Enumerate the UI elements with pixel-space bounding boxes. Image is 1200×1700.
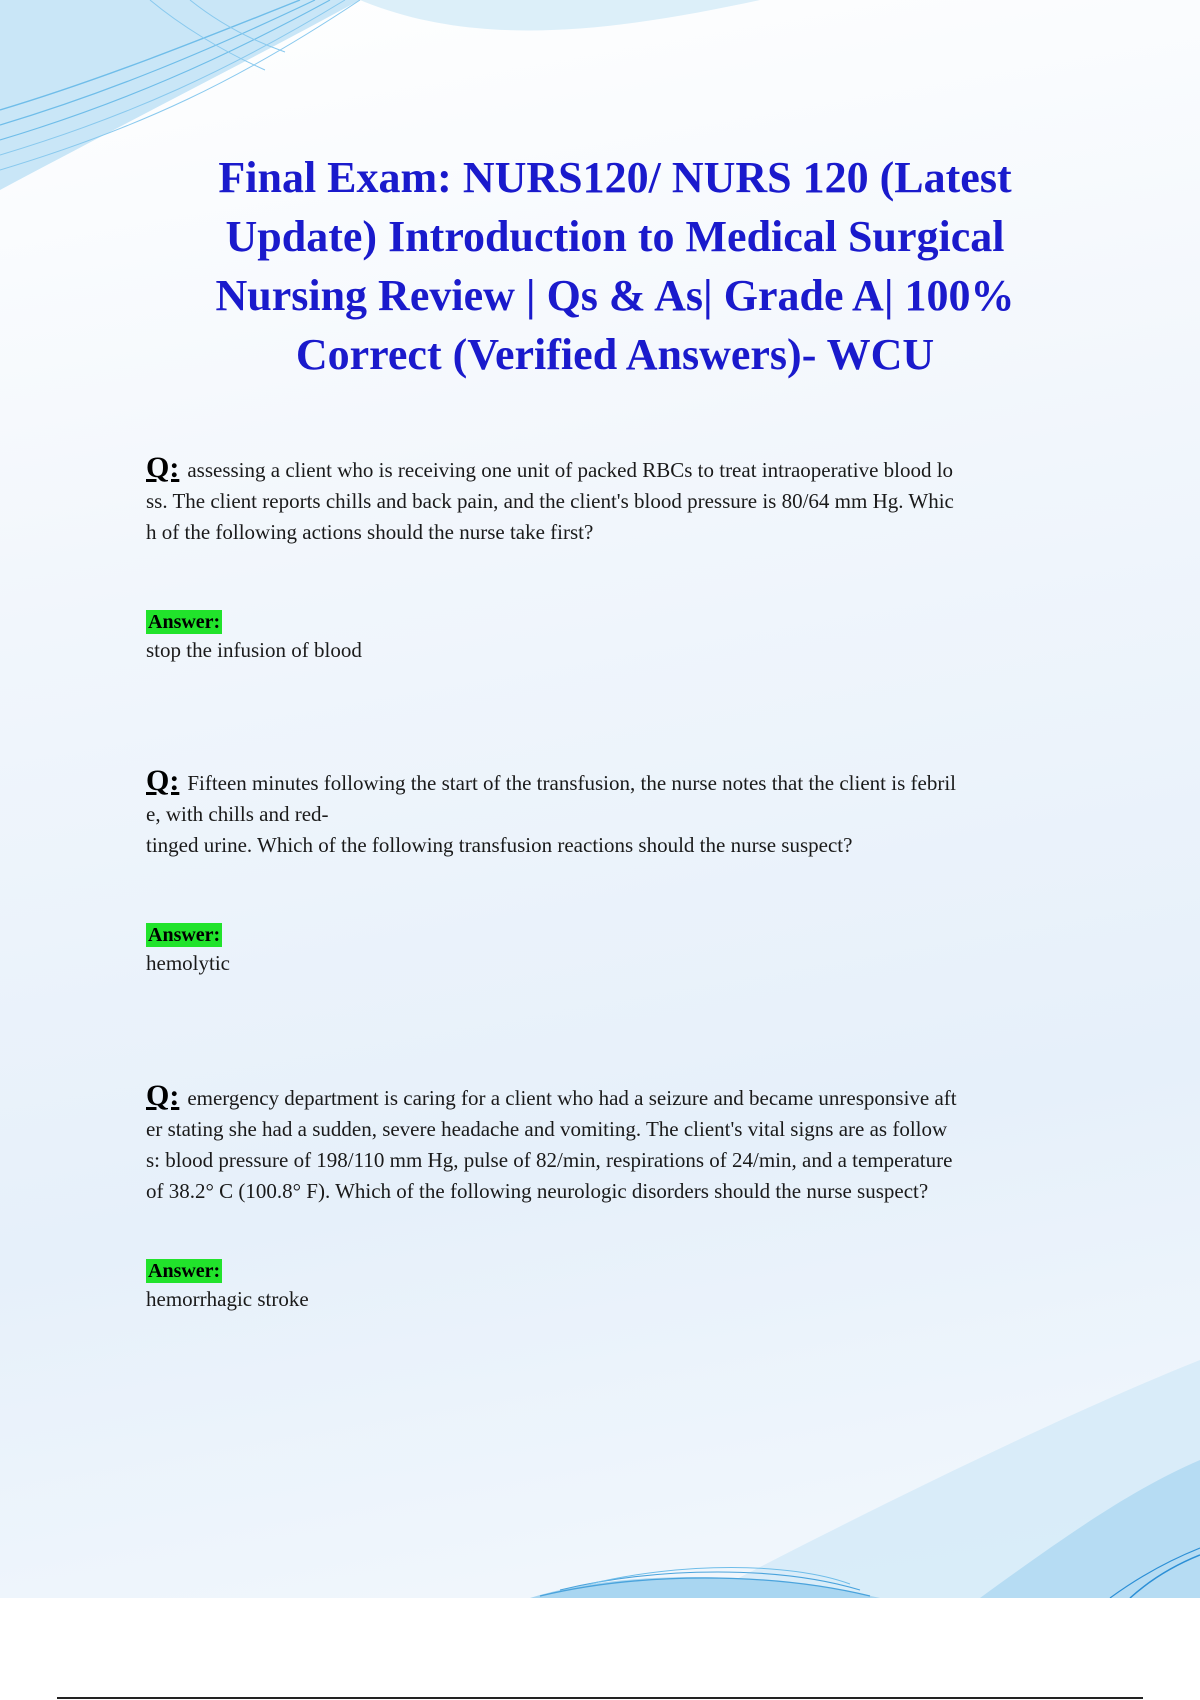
answer-text: stop the infusion of blood	[146, 638, 362, 662]
question-1	[146, 452, 1086, 548]
question-text: Fifteen minutes following the start of the transfusion, the nurse notes that the client is febril e, with chills and red- tinged urine. Which of the following transfusion reactions should the nurse suspect?	[146, 771, 956, 857]
q-label: Q:	[146, 764, 180, 797]
q-label: Q:	[146, 451, 180, 484]
answer-label: Answer:	[148, 1260, 221, 1282]
answer-text: hemorrhagic stroke	[146, 1287, 309, 1311]
footer-divider	[57, 1697, 1143, 1699]
answer-label: Answer:	[148, 924, 221, 946]
qa-item-2	[146, 765, 1086, 978]
document-title: Final Exam: NURS120/ NURS 120 (Latest Update) Introduction to Medical Surgical Nursing Review | Qs & As| Grade A| 100% Correct (Verified Answers)- WCU	[215, 153, 1015, 379]
qa-item-3	[146, 1080, 1086, 1314]
q-label: Q:	[146, 1079, 180, 1112]
answer-text: hemolytic	[146, 951, 230, 975]
question-3	[146, 1080, 1086, 1207]
answer-label: Answer:	[148, 611, 221, 633]
question-text: emergency department is caring for a client who had a seizure and became unresponsive aft er stating she had a sudden, severe headache and vomiting. The client's vital signs are as follow s: blood pressure of 198/110 mm Hg, pulse of 82/min, respirations of 24/min, and a temperature of 38.2° C (100.8° F). Which of the following neurologic disorders should the nurse suspect?	[146, 1086, 957, 1203]
question-text: assessing a client who is receiving one unit of packed RBCs to treat intraoperative blood lo ss. The client reports chills and back pain, and the client's blood pressure is 80/64 mm Hg. Whic h of the following actions should the nurse take first?	[146, 458, 954, 544]
question-2	[146, 765, 1086, 861]
qa-item-1	[146, 452, 1086, 665]
